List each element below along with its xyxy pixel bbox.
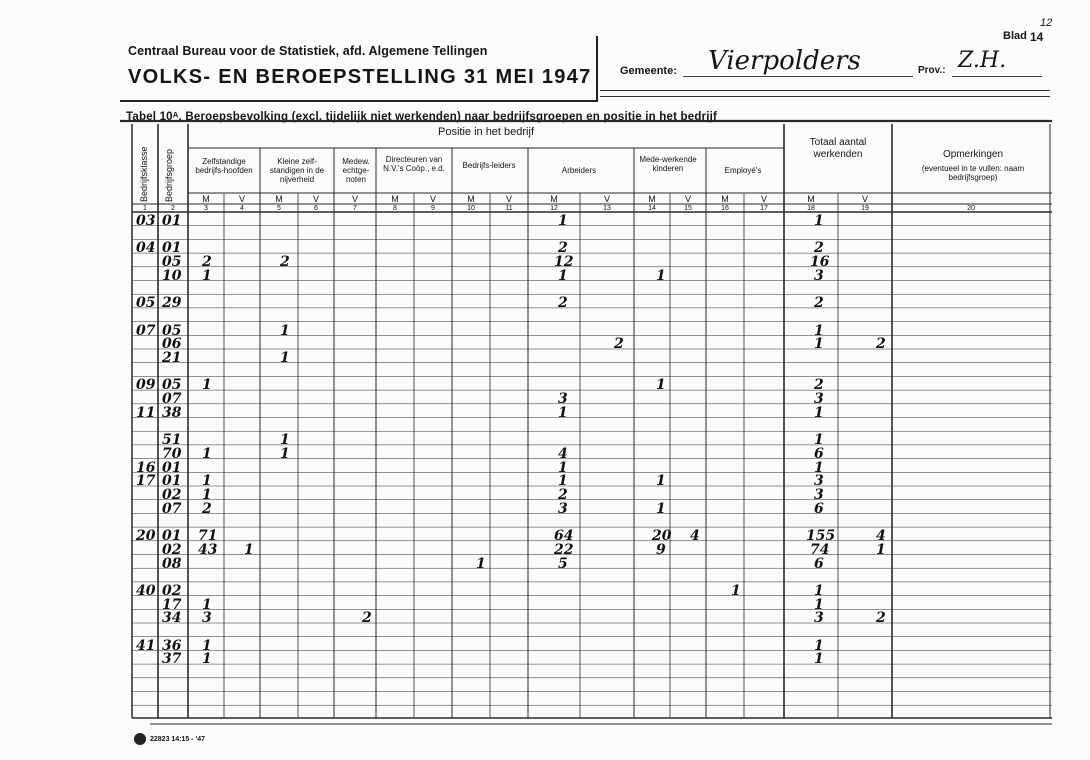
row-groep: 05 bbox=[162, 254, 182, 271]
value-zelf-m: 1 bbox=[202, 267, 212, 284]
value-kind-m: 20 bbox=[652, 528, 672, 545]
value-tot-m: 3 bbox=[814, 487, 824, 503]
row-groep: 02 bbox=[162, 487, 182, 503]
v-label: V bbox=[505, 194, 512, 204]
row-klasse: 05 bbox=[136, 295, 156, 312]
row-groep: 51 bbox=[162, 432, 182, 449]
value-arb-m: 64 bbox=[554, 528, 574, 545]
row-groep: 70 bbox=[162, 445, 182, 462]
value-zelf-m: 1 bbox=[202, 651, 212, 668]
value-leid-m: 1 bbox=[476, 555, 486, 572]
row-groep: 05 bbox=[162, 322, 182, 339]
value-tot-v: 4 bbox=[876, 528, 886, 545]
m-label: M bbox=[467, 194, 475, 204]
value-arb-m: 3 bbox=[558, 500, 568, 517]
sheet-label: Blad bbox=[1003, 30, 1027, 42]
row-groep: 02 bbox=[162, 541, 182, 558]
printer-seal-icon bbox=[134, 733, 146, 745]
row-klasse: 41 bbox=[136, 637, 156, 654]
value-tot-m: 1 bbox=[814, 404, 824, 421]
value-kind-m: 9 bbox=[656, 541, 666, 558]
sheet-number: 14 bbox=[1030, 30, 1044, 44]
value-zelf-m: 2 bbox=[202, 500, 212, 517]
value-tot-v: 2 bbox=[876, 336, 886, 353]
col-bedrijfsgroep-header: Bedrijfsgroep bbox=[164, 148, 174, 202]
value-kind-m: 1 bbox=[656, 473, 666, 490]
row-groep: 38 bbox=[162, 404, 182, 421]
print-code: 22823 14:15 - '47 bbox=[150, 735, 205, 743]
col-medewerkende-header: Mede-werkende kinderen bbox=[639, 155, 697, 173]
column-number: 1 bbox=[143, 205, 147, 212]
row-klasse: 11 bbox=[136, 404, 156, 421]
value-klein-m: 1 bbox=[280, 445, 290, 462]
value-tot-m: 1 bbox=[814, 637, 824, 654]
value-arb-m: 2 bbox=[558, 487, 568, 503]
gemeente-label: Gemeente: bbox=[620, 65, 677, 77]
value-tot-m: 1 bbox=[814, 582, 824, 599]
row-klasse: 17 bbox=[136, 473, 156, 490]
value-zelf-m: 1 bbox=[202, 445, 212, 462]
value-tot-v: 1 bbox=[876, 541, 886, 558]
m-label: M bbox=[807, 194, 815, 204]
row-groep: 37 bbox=[162, 651, 182, 668]
value-arb-v: 2 bbox=[614, 336, 624, 353]
column-number: 14 bbox=[648, 205, 656, 212]
value-zelf-v: 1 bbox=[244, 541, 254, 558]
value-klein-m: 2 bbox=[280, 254, 290, 271]
value-zelf-m: 1 bbox=[202, 637, 212, 654]
value-tot-m: 1 bbox=[814, 651, 824, 668]
value-tot-m: 16 bbox=[810, 254, 830, 271]
col-directeuren-header: Directeuren van N.V.'s Coöp., e.d. bbox=[383, 155, 445, 173]
value-arb-m: 1 bbox=[558, 267, 568, 284]
column-number: 13 bbox=[603, 205, 611, 212]
value-zelf-m: 71 bbox=[198, 528, 218, 545]
form-title: VOLKS- EN BEROEPSTELLING 31 MEI 1947 bbox=[128, 66, 592, 88]
value-arb-m: 1 bbox=[558, 459, 568, 476]
row-groep: 06 bbox=[162, 336, 182, 353]
value-tot-m: 1 bbox=[814, 459, 824, 476]
value-arb-m: 1 bbox=[558, 213, 568, 229]
value-arb-m: 2 bbox=[558, 240, 568, 257]
value-tot-m: 6 bbox=[814, 500, 824, 517]
bureau-name: Centraal Bureau voor de Statistiek, afd. Algemene Tellingen bbox=[128, 44, 488, 58]
m-label: M bbox=[202, 194, 210, 204]
print-footer bbox=[134, 733, 205, 745]
row-groep: 02 bbox=[162, 582, 182, 599]
value-tot-m: 6 bbox=[814, 555, 824, 572]
column-number: 11 bbox=[505, 205, 513, 212]
col-bedrijfsleiders-header: Bedrijfs-leiders bbox=[462, 161, 516, 170]
row-klasse: 40 bbox=[136, 582, 156, 599]
row-groep: 07 bbox=[162, 500, 182, 517]
value-zelf-m: 1 bbox=[202, 487, 212, 503]
row-groep: 29 bbox=[162, 295, 182, 312]
column-number: 7 bbox=[353, 205, 357, 212]
value-tot-m: 3 bbox=[814, 610, 824, 627]
value-tot-v: 2 bbox=[876, 610, 886, 627]
column-number: 16 bbox=[721, 205, 729, 212]
v-label: V bbox=[429, 194, 436, 204]
value-kind-m: 1 bbox=[656, 267, 666, 284]
value-tot-m: 6 bbox=[814, 445, 824, 462]
value-zelf-m: 1 bbox=[202, 473, 212, 490]
row-groep: 21 bbox=[162, 350, 182, 366]
value-arb-m: 1 bbox=[558, 473, 568, 490]
value-tot-m: 74 bbox=[810, 541, 830, 558]
col-zelfstandige-header: Zelfstandige bedrijfs-hoofden bbox=[195, 157, 253, 175]
v-label: V bbox=[684, 194, 691, 204]
row-groep: 01 bbox=[162, 459, 182, 476]
row-klasse: 04 bbox=[136, 240, 156, 257]
row-groep: 10 bbox=[162, 267, 182, 284]
row-klasse: 20 bbox=[136, 528, 156, 545]
row-klasse: 07 bbox=[136, 322, 156, 339]
value-arb-m: 3 bbox=[558, 391, 568, 408]
column-number: 19 bbox=[861, 205, 869, 212]
value-tot-m: 155 bbox=[806, 528, 836, 545]
value-zelf-m: 1 bbox=[202, 377, 212, 394]
value-tot-m: 2 bbox=[814, 377, 824, 394]
value-zelf-m: 3 bbox=[202, 610, 212, 627]
value-zelf-m: 2 bbox=[202, 254, 212, 271]
column-number: 10 bbox=[467, 205, 475, 212]
value-tot-m: 3 bbox=[814, 391, 824, 408]
v-label: V bbox=[603, 194, 610, 204]
value-arb-m: 1 bbox=[558, 404, 568, 421]
row-klasse: 16 bbox=[136, 459, 156, 476]
col-opmerkingen-header: Opmerkingen bbox=[942, 149, 1004, 160]
table-title: Tabel 10ᴬ. Beroepsbevolking (excl. tijdelijk niet werkenden) naar bedrijfsgroepen en positie in het bedrijf bbox=[126, 111, 718, 123]
value-tot-m: 1 bbox=[814, 432, 824, 449]
value-klein-m: 1 bbox=[280, 432, 290, 449]
row-groep: 01 bbox=[162, 473, 182, 490]
row-groep: 34 bbox=[162, 610, 182, 627]
col-employes-header: Employé's bbox=[724, 166, 762, 175]
value-kind-m: 1 bbox=[656, 500, 666, 517]
m-label: M bbox=[721, 194, 729, 204]
value-tot-m: 1 bbox=[814, 322, 824, 339]
row-groep: 01 bbox=[162, 528, 182, 545]
row-groep: 01 bbox=[162, 240, 182, 257]
v-label: V bbox=[238, 194, 245, 204]
row-groep: 07 bbox=[162, 391, 182, 408]
value-tot-m: 3 bbox=[814, 267, 824, 284]
value-medew-v: 2 bbox=[362, 610, 372, 627]
gemeente-value: Vierpolders bbox=[708, 46, 861, 76]
value-tot-m: 2 bbox=[814, 240, 824, 257]
v-label: V bbox=[861, 194, 868, 204]
column-number: 9 bbox=[431, 205, 435, 212]
column-number: 18 bbox=[807, 205, 815, 212]
value-arb-m: 5 bbox=[558, 555, 568, 572]
m-label: M bbox=[648, 194, 656, 204]
row-groep: 01 bbox=[162, 213, 182, 229]
row-klasse: 09 bbox=[136, 377, 156, 394]
col-arbeiders-header: Arbeiders bbox=[561, 166, 597, 175]
column-number: 20 bbox=[967, 205, 975, 212]
value-tot-m: 3 bbox=[814, 473, 824, 490]
value-zelf-m: 43 bbox=[198, 541, 218, 558]
row-klasse: 03 bbox=[136, 213, 156, 229]
row-groep: 17 bbox=[162, 596, 182, 613]
v-label: V bbox=[760, 194, 767, 204]
column-number: 8 bbox=[393, 205, 397, 212]
value-arb-m: 4 bbox=[558, 445, 568, 462]
column-number: 17 bbox=[760, 205, 768, 212]
sheet-handwritten-number: 12 bbox=[1040, 17, 1053, 29]
value-emp-v: 1 bbox=[731, 582, 741, 599]
col-opmerkingen-sub: (eventueel in te vullen: naam bedrijfsgroep) bbox=[921, 164, 1025, 182]
col-kleine-header: Kleine zelf-standigen in de nijverheid bbox=[269, 157, 325, 184]
column-number: 2 bbox=[171, 205, 175, 212]
col-bedrijfsklasse-header: Bedrijfsklasse bbox=[139, 146, 149, 202]
column-number: 12 bbox=[550, 205, 558, 212]
col-totaal-header: Totaal aantal werkenden bbox=[809, 137, 867, 160]
value-tot-m: 1 bbox=[814, 336, 824, 353]
value-arb-m: 12 bbox=[554, 254, 574, 271]
v-label: V bbox=[351, 194, 358, 204]
province-label: Prov.: bbox=[918, 65, 946, 76]
value-tot-m: 2 bbox=[814, 295, 824, 312]
column-number: 4 bbox=[240, 205, 244, 212]
column-number: 3 bbox=[204, 205, 208, 212]
column-number: 15 bbox=[684, 205, 692, 212]
column-number: 6 bbox=[314, 205, 318, 212]
m-label: M bbox=[550, 194, 558, 204]
m-label: M bbox=[391, 194, 399, 204]
value-kind-v: 4 bbox=[690, 528, 700, 545]
column-number: 5 bbox=[277, 205, 281, 212]
m-label: M bbox=[275, 194, 283, 204]
row-groep: 08 bbox=[162, 555, 182, 572]
value-kind-m: 1 bbox=[656, 377, 666, 394]
v-label: V bbox=[312, 194, 319, 204]
positie-header: Positie in het bedrijf bbox=[438, 126, 534, 138]
value-zelf-m: 1 bbox=[202, 596, 212, 613]
row-groep: 36 bbox=[162, 637, 182, 654]
value-klein-m: 1 bbox=[280, 322, 290, 339]
province-value: Z.H. bbox=[958, 48, 1007, 73]
value-arb-m: 2 bbox=[558, 295, 568, 312]
value-tot-m: 1 bbox=[814, 213, 824, 229]
col-medew-header: Medew. echtge-noten bbox=[342, 157, 370, 184]
row-groep: 05 bbox=[162, 377, 182, 394]
value-arb-m: 22 bbox=[554, 541, 574, 558]
value-tot-m: 1 bbox=[814, 596, 824, 613]
value-klein-m: 1 bbox=[280, 350, 290, 366]
